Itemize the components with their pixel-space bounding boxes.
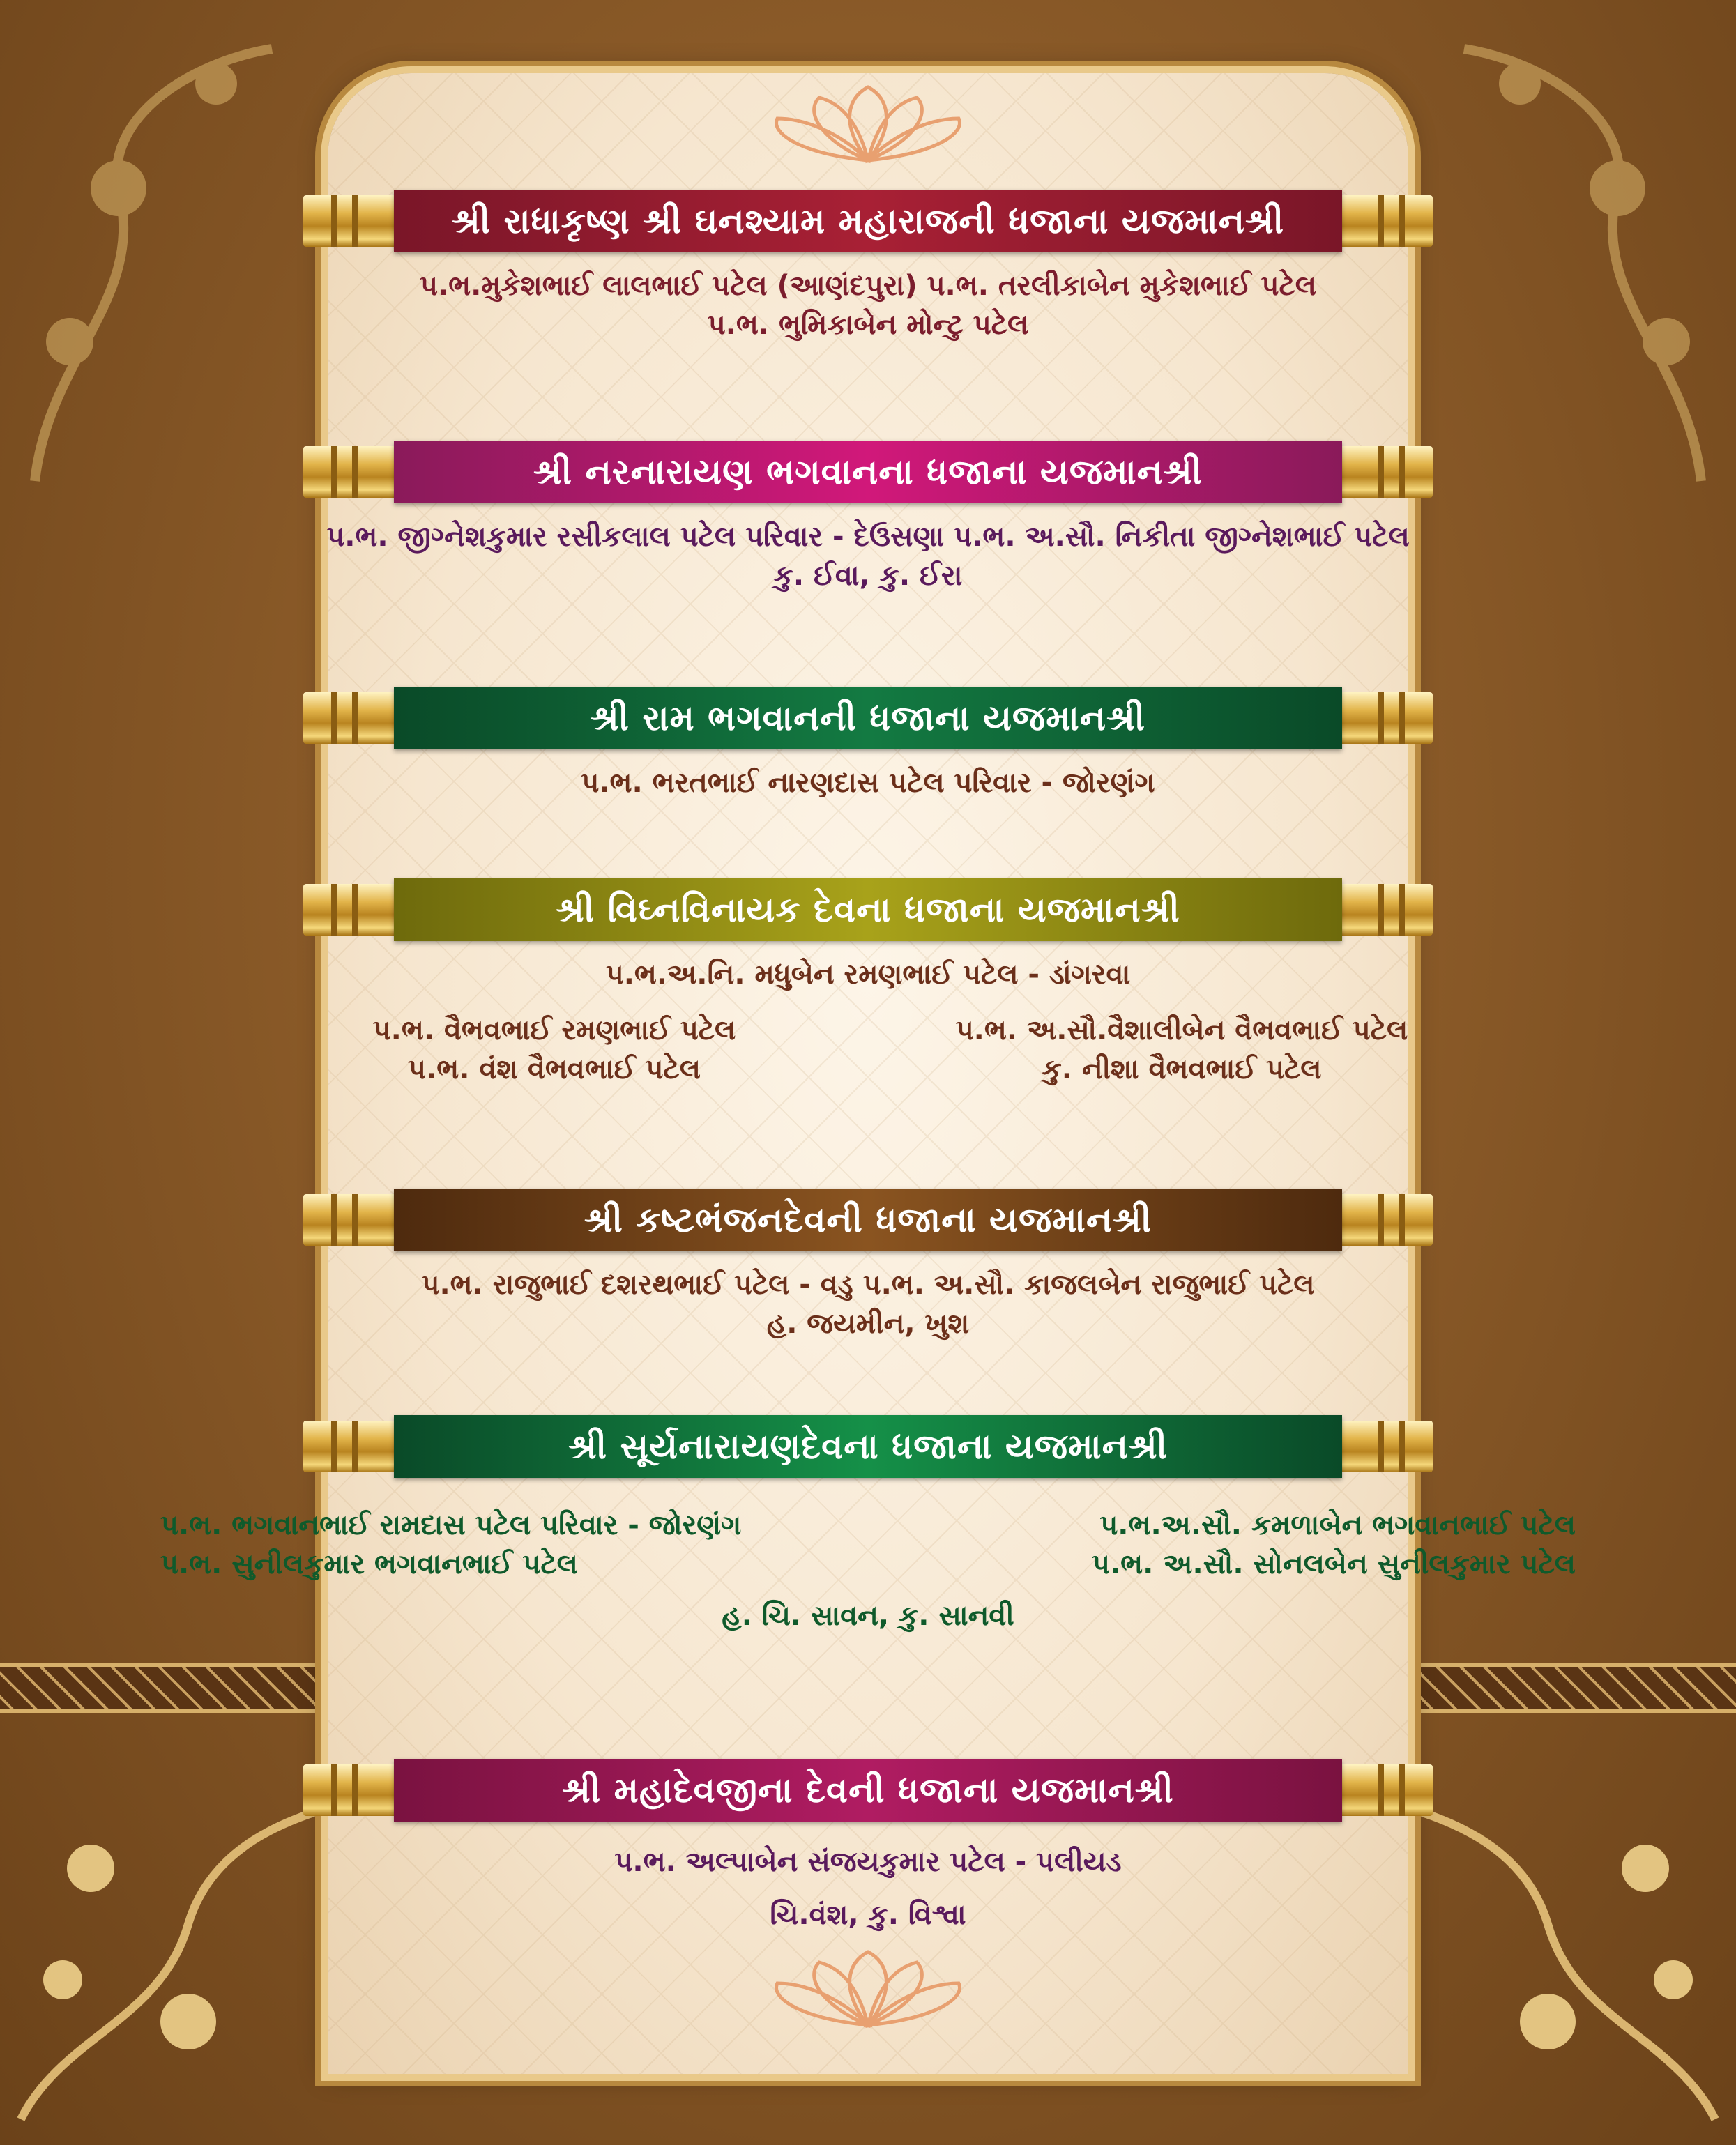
section-title: શ્રી સૂર્યનારાયણદેવના ધજાના યજમાનશ્રી [394, 1415, 1342, 1478]
gold-stripe [1378, 1194, 1384, 1246]
section-suryanarayan [0, 1415, 1736, 1635]
gold-stripe [1378, 446, 1384, 498]
sponsor-line: ચિ.વંશ, કુ. વિશ્વા [770, 1899, 966, 1931]
sponsor-line: પ.ભ.અ.સૌ. કમળાબેન ભગવાનભાઈ પટેલ [1099, 1509, 1576, 1541]
section-title: શ્રી રાધાકૃષ્ણ શ્રી ઘનશ્યામ મહારાજની ધજાના યજમાનશ્રી [394, 190, 1342, 252]
section-title: શ્રી મહાદેવજીના દેવની ધજાના યજમાનશ્રી [394, 1759, 1342, 1822]
section-title: શ્રી કષ્ટભંજનદેવની ધજાના યજમાનશ્રી [394, 1189, 1342, 1251]
sponsor-line: હ. જયમીન, ખુશ [766, 1308, 970, 1340]
gold-stripe [1399, 1764, 1405, 1816]
section-title: શ્રી નરનારાયણ ભગવાનના ધજાના યજમાનશ્રી [394, 441, 1342, 503]
gold-stripe [1399, 1194, 1405, 1246]
gold-stripe [1378, 1764, 1384, 1816]
sponsor-line: કુ. ઈવા, કુ. ઈરા [773, 560, 963, 592]
sponsor-line: પ.ભ. ભરતભાઈ નારણદાસ પટેલ પરિવાર - જોરણંગ [581, 767, 1155, 799]
banner-vighnavinayak [303, 878, 1433, 941]
gold-stripe [331, 1194, 337, 1246]
gold-stripe [352, 195, 358, 247]
section-ram [0, 687, 1736, 802]
gold-stripe [331, 884, 337, 936]
sponsor-line: પ.ભ. જીગ્નેશકુમાર રસીકલાલ પટેલ પરિવાર - દેઉસણા પ.ભ. અ.સૌ. નિકીતા જીગ્નેશભાઈ પટેલ [326, 521, 1410, 553]
gold-stripe [352, 1764, 358, 1816]
sponsor-line: પ.ભ. ભગવાનભાઈ રામદાસ પટેલ પરિવાર - જોરણંગ [160, 1509, 742, 1541]
sponsor-line: પ.ભ. વંશ વૈભવભાઈ પટેલ [408, 1053, 701, 1085]
section-radhakrishna [0, 190, 1736, 344]
banner-radhakrishna [303, 190, 1433, 252]
gold-stripe [352, 1421, 358, 1472]
sponsor-line: પ.ભ. અ.સૌ.વૈશાલીબેન વૈભવભાઈ પટેલ [955, 1014, 1408, 1046]
section-title: શ્રી રામ ભગવાનની ધજાના યજમાનશ્રી [394, 687, 1342, 749]
gold-stripe [352, 884, 358, 936]
top-lotus-ornament [756, 84, 980, 167]
sponsor-line: પ.ભ.મુકેશભાઈ લાલભાઈ પટેલ (આણંદપુરા) પ.ભ. તરલીકાબેન મુકેશભાઈ પટેલ [419, 270, 1317, 302]
gold-stripe [1378, 195, 1384, 247]
sponsor-line: પ.ભ. અલ્પાબેન સંજયકુમાર પટેલ - પલીયડ [614, 1846, 1122, 1878]
gold-stripe [1378, 692, 1384, 744]
gold-stripe [331, 1764, 337, 1816]
banner-ram [303, 687, 1433, 749]
gold-stripe [1378, 1421, 1384, 1472]
gold-stripe [1399, 1421, 1405, 1472]
sponsor-line: પ.ભ. અ.સૌ. સોનલબેન સુનીલકુમાર પટેલ [1091, 1548, 1576, 1580]
gold-stripe [1399, 884, 1405, 936]
sponsor-line: પ.ભ. ભુમિકાબેન મોન્ટુ પટેલ [707, 309, 1029, 341]
gold-stripe [331, 692, 337, 744]
sponsor-line: હ. ચિ. સાવન, કુ. સાનવી [722, 1600, 1014, 1632]
sponsor-line: પ.ભ.અ.નિ. મધુબેન રમણભાઈ પટેલ - ડાંગરવા [605, 959, 1131, 991]
section-title: શ્રી વિઘ્નવિનાયક દેવના ધજાના યજમાનશ્રી [394, 878, 1342, 941]
section-mahadev [0, 1759, 1736, 1934]
section-narnarayan [0, 441, 1736, 595]
bottom-lotus-ornament [756, 1948, 980, 2032]
gold-stripe [331, 195, 337, 247]
gold-stripe [1399, 692, 1405, 744]
gold-stripe [1399, 446, 1405, 498]
banner-narnarayan [303, 441, 1433, 503]
banner-mahadev [303, 1759, 1433, 1822]
gold-stripe [331, 446, 337, 498]
sponsor-line: પ.ભ. સુનીલકુમાર ભગવાનભાઈ પટેલ [160, 1548, 578, 1580]
sponsor-line: પ.ભ. વૈભવભાઈ રમણભાઈ પટેલ [372, 1014, 736, 1046]
gold-stripe [1399, 195, 1405, 247]
sponsor-line: પ.ભ. રાજુભાઈ દશરથભાઈ પટેલ - વડુ પ.ભ. અ.સૌ. કાજલબેન રાજુભાઈ પટેલ [421, 1269, 1315, 1301]
banner-suryanarayan [303, 1415, 1433, 1478]
section-kashtabhanjan [0, 1189, 1736, 1343]
section-vighnavinayak [0, 878, 1736, 1089]
gold-stripe [352, 446, 358, 498]
gold-stripe [352, 692, 358, 744]
gold-stripe [352, 1194, 358, 1246]
sponsor-line: કુ. નીશા વૈભવભાઈ પટેલ [1042, 1053, 1322, 1085]
gold-stripe [1378, 884, 1384, 936]
gold-stripe [331, 1421, 337, 1472]
banner-kashtabhanjan [303, 1189, 1433, 1251]
